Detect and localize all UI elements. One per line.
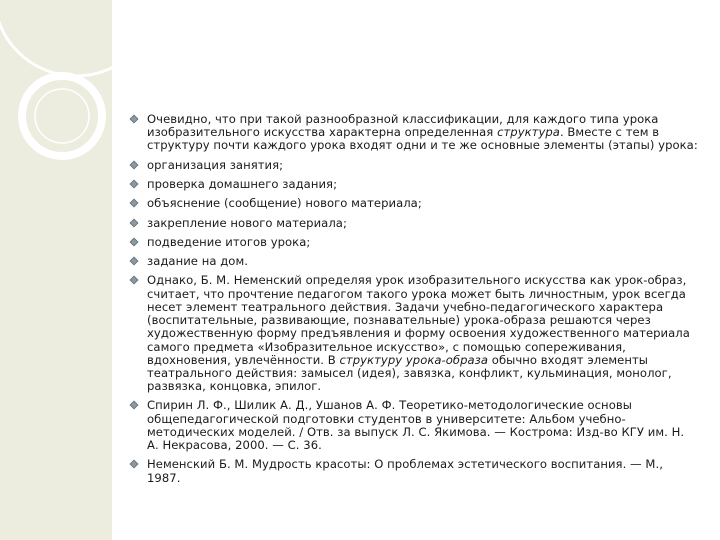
diamond-bullet-icon [130,276,139,285]
list-item-text: проверка домашнего задания; [147,177,338,191]
diamond-bullet-icon [130,257,139,266]
text-segment: Очевидно, что при такой разнообразной классификации, для каждого типа урока изобразительного искусства характерна определенная [147,112,659,140]
emphasis-text: структура [497,125,560,140]
text-segment: Однако, Б. М. Неменский определяя урок изобразительного искусства как урок-образ, считает, что прочтение педагогом такого урока может быть личностным, урок всегда несет элемент театрального действия. Задачи учебно-педагогического характера (воспитательные, развивающие, познавательные) урока-образа решаются через художественную форму предъявления и форму освоения художественного материала самого предмета «Изобразительное искусство», с помощью сопереживания, вдохновения, увлечённости. В [147,273,690,367]
list-item [128,159,698,172]
reference-item [128,399,698,452]
list-item [128,255,698,268]
list-item-text: закрепление нового материала; [147,215,347,230]
list-item [128,113,698,153]
diamond-bullet-icon [130,115,139,124]
slide-content [128,113,698,491]
diamond-bullet-icon [130,218,139,227]
list-item [128,236,698,249]
diamond-bullet-icon [130,460,139,469]
text-segment: . Вместе с тем в структуру почти каждого урока входят одни и те же основные элементы (этапы) урока: [147,125,698,153]
bullet-list [128,113,698,485]
list-item [128,217,698,230]
diamond-bullet-icon [130,401,139,410]
list-item [128,274,698,393]
list-item-text: объяснение (сообщение) нового материала; [147,196,422,211]
decorative-side-band [0,0,112,540]
list-item-text: организация занятия; [147,157,284,172]
diamond-bullet-icon [130,160,139,169]
diamond-bullet-icon [130,199,139,208]
emphasis-text: структуру урока-образа [339,352,489,367]
diamond-bullet-icon [130,237,139,246]
circles-graphic [0,0,112,540]
list-item [128,197,698,210]
list-item [128,178,698,191]
diamond-bullet-icon [130,180,139,189]
list-item-text: подведение итогов урока; [147,234,311,249]
reference-text: Спирин Л. Ф., Шилик А. Д., Ушанов А. Ф. Теоретико-методологические основы общепедагогической подготовки студентов в университете: Альбом учебно-методических моделей. / Отв. за выпуск Л. С. Якимова. — Кострома: Изд-во КГУ им. Н. А. Некрасова, 2000. — С. 36. [147,398,685,453]
text-segment: обычно входят элементы театрального действия: замысел (идея), завязка, конфликт, кульминация, монолог, развязка, концовка, эпилог. [147,352,672,394]
list-item-text: задание на дом. [147,254,248,269]
reference-text: Неменский Б. М. Мудрость красоты: О проблемах эстетического воспитания. — М., 1987. [147,457,663,485]
reference-item [128,458,698,484]
